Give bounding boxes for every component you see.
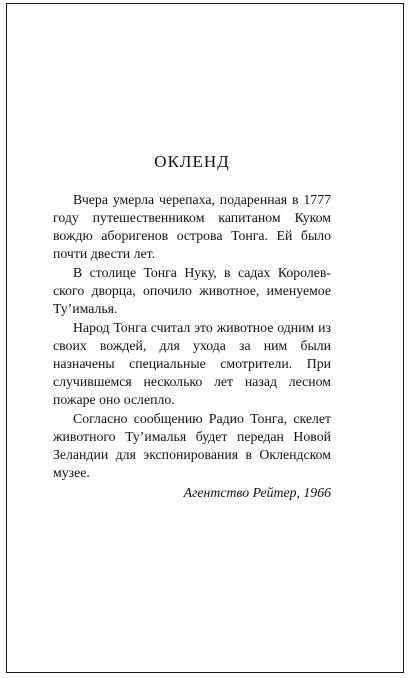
article-paragraph-2: В столице Тонга Нуку, в садах Королевского дворца, опочило животное, именуемое Ту’ималья. — [53, 265, 331, 316]
article-source: Агентство Рейтер, 1966 — [183, 485, 331, 500]
book-page — [6, 3, 404, 673]
article — [53, 152, 331, 502]
article-paragraph-3: Народ Тонга считал это животное одним из своих вождей, для ухода за ним были назначены специальные смотрители. При случившемся несколько лет назад лесном пожаре оно ослепло. — [53, 320, 331, 407]
article-title: ОКЛЕНД — [154, 152, 230, 171]
article-paragraph-1: Вчера умерла черепаха, подаренная в 1777 году путешественником капитаном Куком вождю аборигенов острова Тонга. Ей было почти двести лет. — [53, 192, 331, 261]
article-paragraph-4: Согласно сообщению Радио Тонга, скелет животного Ту’ималья будет передан Новой Зеландии для экспонирования в Оклендском музее. — [53, 411, 331, 480]
